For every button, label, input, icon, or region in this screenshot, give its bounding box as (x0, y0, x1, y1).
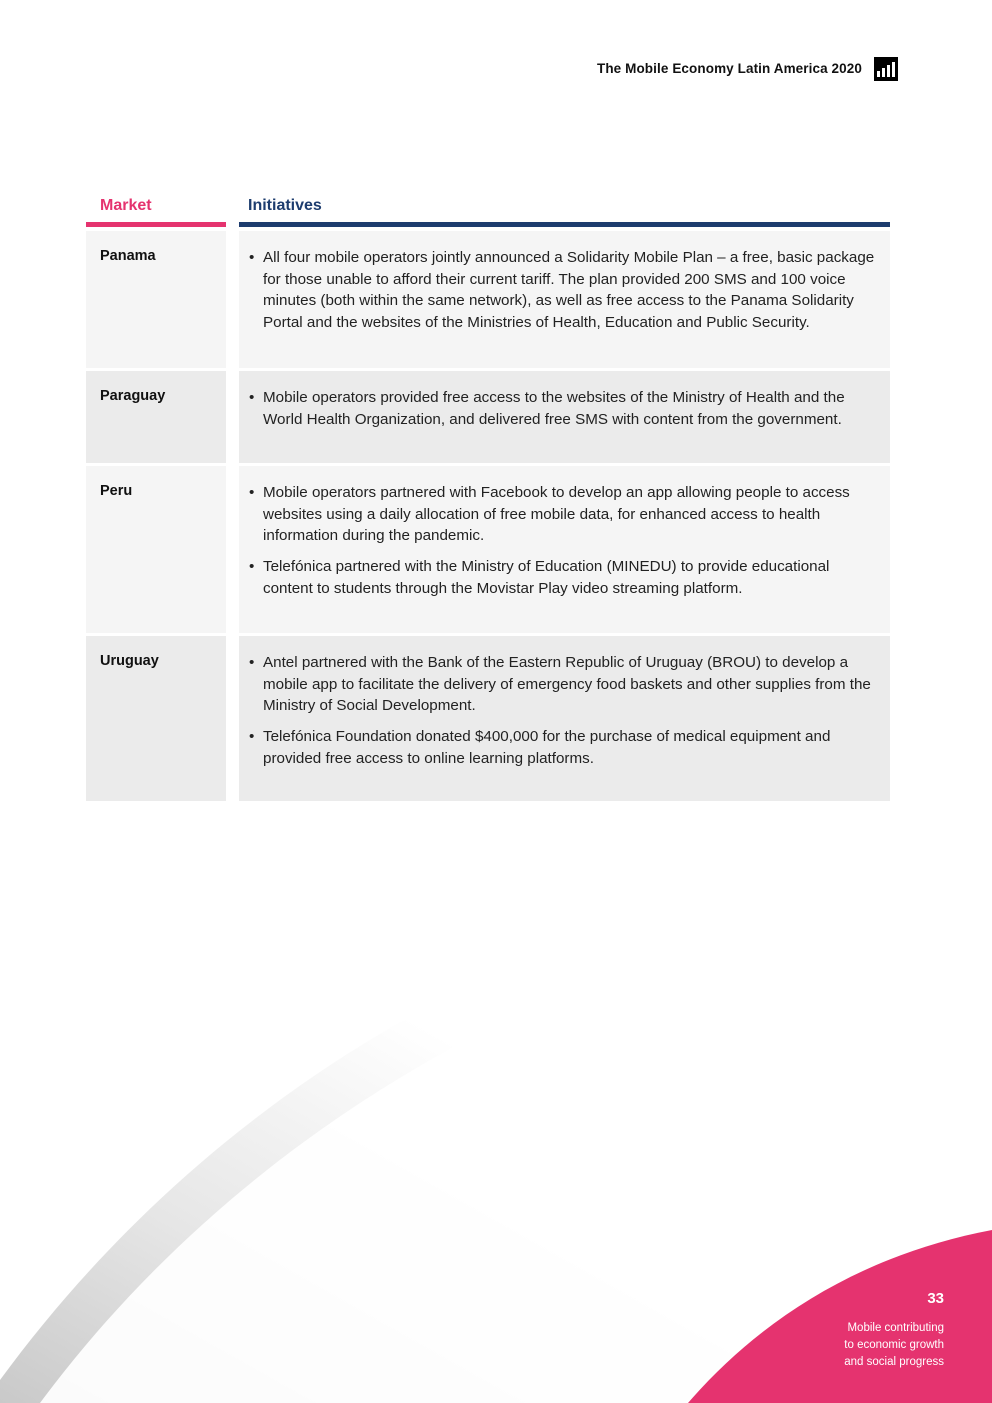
table-row (86, 636, 890, 801)
initiative-text: All four mobile operators jointly announced a Solidarity Mobile Plan – a free, basic package for those unable to afford their current tariff. The plan provided 200 SMS and 100 voice minutes (both within the same network), as well as free access to the Panama Solidarity Portal and the websites of the Ministries of Health, Education and Public Security. (263, 249, 875, 332)
table-row (86, 371, 890, 463)
market-cell: Peru (86, 466, 226, 633)
initiatives-header-rule (239, 222, 890, 227)
initiatives-table (86, 194, 890, 801)
gsma-logo-icon (874, 57, 898, 81)
market-cell: Panama (86, 231, 226, 368)
section-caption (784, 1320, 944, 1371)
caption-line: Mobile contributing (847, 1322, 944, 1334)
initiatives-cell (239, 636, 890, 801)
initiative-bullet: • Mobile operators partnered with Facebook to develop an app allowing people to access websites using a daily allocation of free mobile data, for enhanced access to health information during the pandemic. (249, 482, 882, 547)
caption-line: to economic growth (844, 1339, 944, 1351)
initiative-bullet: • Telefónica partnered with the Ministry of Education (MINEDU) to provide educational content to students through the Movistar Play video streaming platform. (249, 556, 882, 599)
caption-line: and social progress (844, 1356, 944, 1368)
initiatives-cell (239, 231, 890, 368)
initiative-text: Telefónica Foundation donated $400,000 for the purchase of medical equipment and provided free access to online learning platforms. (263, 728, 831, 767)
column-header-initiatives: Initiatives (248, 197, 322, 214)
initiatives-cell (239, 371, 890, 463)
initiatives-cell (239, 466, 890, 633)
document-title: The Mobile Economy Latin America 2020 (596, 61, 862, 76)
table-row (86, 466, 890, 633)
initiative-text: Mobile operators provided free access to the websites of the Ministry of Health and the World Health Organization, and delivered free SMS with content from the government. (263, 389, 845, 428)
market-cell: Paraguay (86, 371, 226, 463)
initiative-text: Mobile operators partnered with Facebook to develop an app allowing people to access websites using a daily allocation of free mobile data, for enhanced access to health information during the pandemic. (263, 484, 850, 545)
table-header (86, 194, 890, 228)
initiative-bullet: • Antel partnered with the Bank of the Eastern Republic of Uruguay (BROU) to develop a mobile app to facilitate the delivery of emergency food baskets and other supplies from the Ministry of Social Development. (249, 652, 882, 717)
column-header-market: Market (100, 197, 152, 214)
market-cell: Uruguay (86, 636, 226, 801)
market-header-rule (86, 222, 226, 227)
initiative-bullet: • All four mobile operators jointly announced a Solidarity Mobile Plan – a free, basic package for those unable to afford their current tariff. The plan provided 200 SMS and 100 voice minutes (both within the same network), as well as free access to the Panama Solidarity Portal and the websites of the Ministries of Health, Education and Public Security. (249, 247, 882, 334)
initiative-text: Telefónica partnered with the Ministry of Education (MINEDU) to provide educational content to students through the Movistar Play video streaming platform. (263, 558, 830, 597)
table-row (86, 231, 890, 368)
initiative-bullet: • Mobile operators provided free access to the websites of the Ministry of Health and the World Health Organization, and delivered free SMS with content from the government. (249, 387, 882, 430)
initiative-text: Antel partnered with the Bank of the Eastern Republic of Uruguay (BROU) to develop a mobile app to facilitate the delivery of emergency food baskets and other supplies from the Ministry of Social Development. (263, 654, 871, 715)
initiative-bullet: • Telefónica Foundation donated $400,000 for the purchase of medical equipment and provided free access to online learning platforms. (249, 726, 882, 769)
page-number: 33 (927, 1290, 944, 1307)
